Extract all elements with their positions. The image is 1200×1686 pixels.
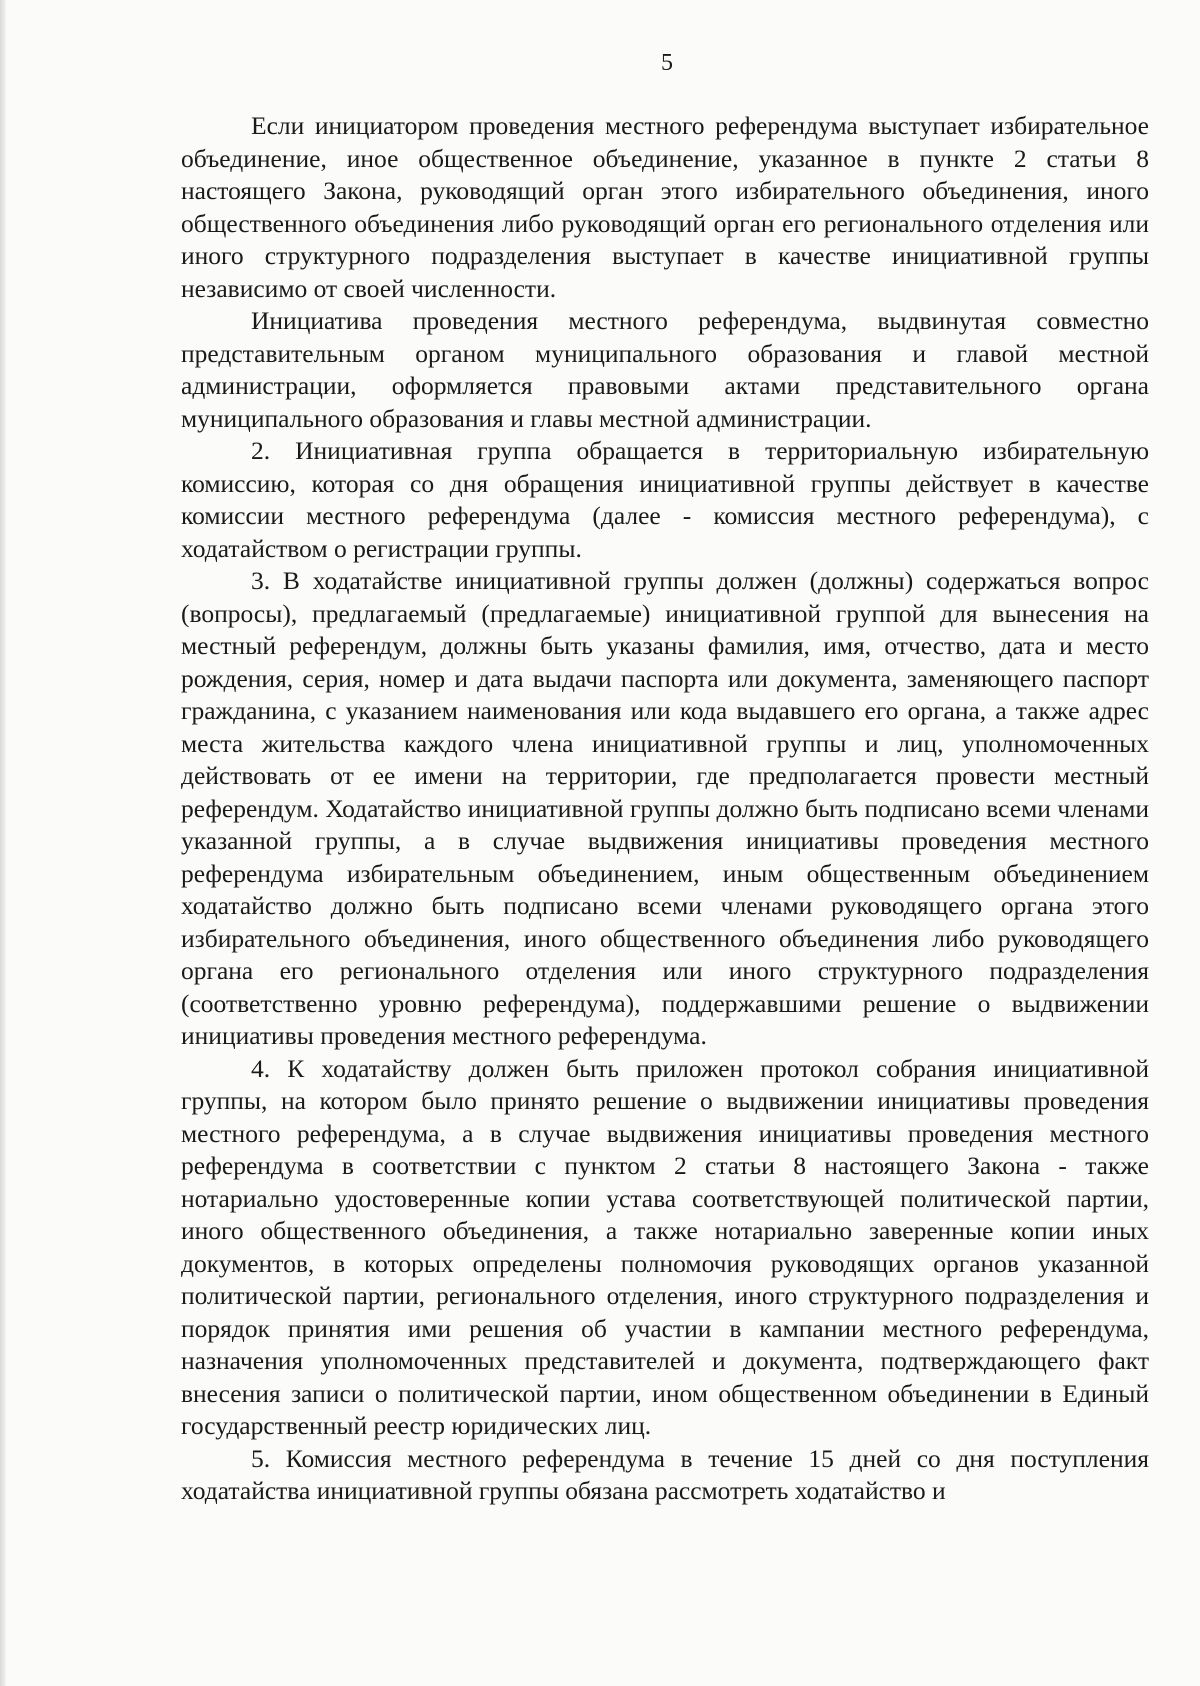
scan-edge	[0, 0, 6, 1686]
paragraph-electoral-association-initiative: Если инициатором проведения местного референдума выступает избирательное объединение, иное общественное объединение, указанное в пункте 2 статьи 8 настоящего Закона, руководящий орган этого избирательного объединения, иного общественного объединения либо руководящий орган его регионального отделения или иного структурного подразделения выступает в качестве инициативной группы независимо от своей численности.	[181, 111, 1149, 303]
paragraph-item-5: 5. Комиссия местного референдума в течение 15 дней со дня поступления ходатайства инициативной группы обязана рассмотреть ходатайство и	[181, 1443, 1149, 1505]
page-number: 5	[661, 50, 673, 76]
paragraph-joint-initiative: Инициатива проведения местного референдума, выдвинутая совместно представительным органом муниципального образования и главой местной администрации, оформляется правовыми актами представительного органа муниципального образования и главы местной администрации.	[181, 306, 1149, 433]
paragraph-item-3: 3. В ходатайстве инициативной группы должен (должны) содержаться вопрос (вопросы), предлагаемый (предлагаемые) инициативной группой для вынесения на местный референдум, должны быть указаны фамилия, имя, отчество, дата и место рождения, серия, номер и дата выдачи паспорта или документа, заменяющего паспорт гражданина, с указанием наименования или кода выдавшего его органа, а также адрес места жительства каждого члена инициативной группы и лиц, уполномоченных действовать от ее имени на территории, где предполагается провести местный референдум. Ходатайство инициативной группы должно быть подписано всеми членами указанной группы, а в случае выдвижения инициативы проведения местного референдума избирательным объединением, иным общественным объединением ходатайство должно быть подписано всеми членами руководящего органа этого избирательного объединения, иного общественного объединения либо руководящего органа его регионального отделения или иного структурного подразделения (соответственно уровню референдума), поддержавшими решение о выдвижении инициативы проведения местного референдума.	[181, 566, 1149, 1050]
paragraph-item-4: 4. К ходатайству должен быть приложен протокол собрания инициативной группы, на котором было принято решение о выдвижении инициативы проведения местного референдума, а в случае выдвижения инициативы проведения местного референдума в соответствии с пунктом 2 статьи 8 настоящего Закона - также нотариально удостоверенные копии устава соответствующей политической партии, иного общественного объединения, а также нотариально заверенные копии иных документов, в которых определены полномочия руководящих органов указанной политической партии, регионального отделения, иного структурного подразделения и порядок принятия ими решения об участии в кампании местного референдума, назначения уполномоченных представителей и документа, подтверждающего факт внесения записи о политической партии, ином общественном объединении в Единый государственный реестр юридических лиц.	[181, 1053, 1149, 1440]
paragraph-item-2: 2. Инициативная группа обращается в территориальную избирательную комиссию, которая со дня обращения инициативной группы действует в качестве комиссии местного референдума (далее - комиссия местного референдума), с ходатайством о регистрации группы.	[181, 436, 1149, 563]
document-body	[181, 110, 1149, 1508]
